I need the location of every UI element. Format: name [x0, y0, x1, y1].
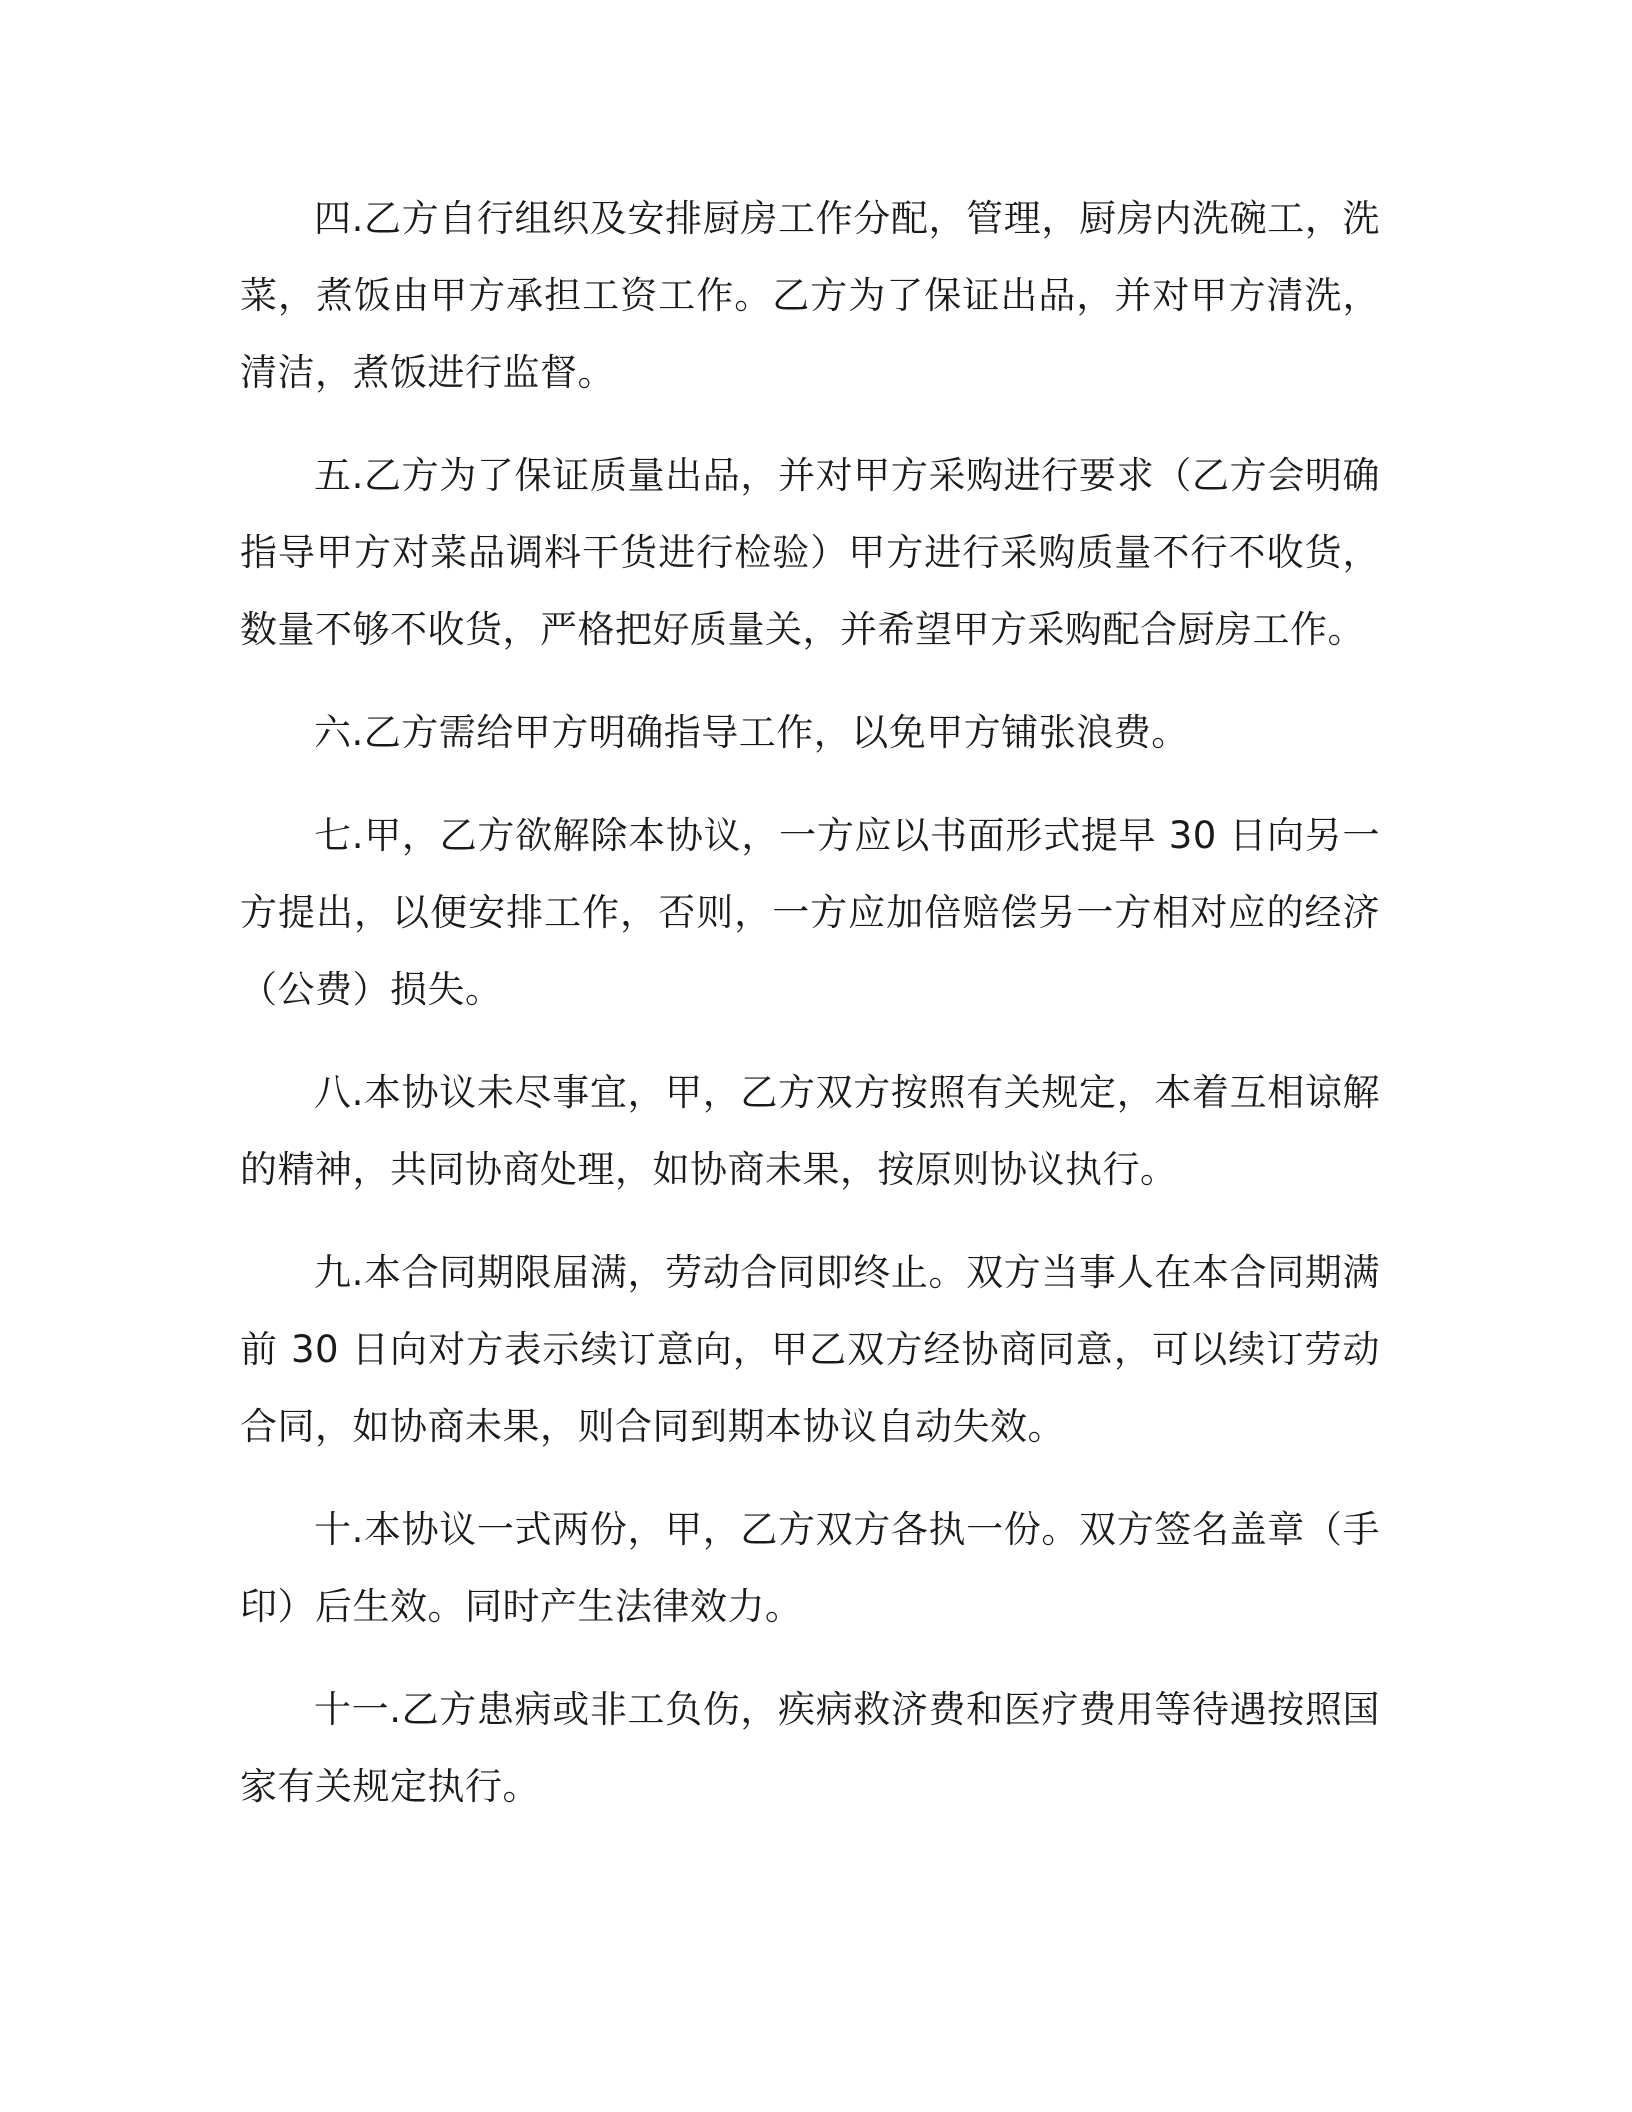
- document-body: [240, 180, 1380, 1851]
- clause-11: 十一.乙方患病或非工负伤，疾病救济费和医疗费用等待遇按照国家有关规定执行。: [240, 1688, 1380, 1808]
- clause-6: 六.乙方需给甲方明确指导工作，以免甲方铺张浪费。: [314, 711, 1189, 754]
- clause-5: 五.乙方为了保证质量出品，并对甲方采购进行要求（乙方会明确指导甲方对菜品调料干货进行检验）甲方进行采购质量不行不收货，数量不够不收货，严格把好质量关，并希望甲方采购配合厨房工作。: [240, 454, 1380, 651]
- clause-10: 十.本协议一式两份，甲，乙方双方各执一份。双方签名盖章（手印）后生效。同时产生法律效力。: [240, 1508, 1380, 1628]
- clause-9: 九.本合同期限届满，劳动合同即终止。双方当事人在本合同期满前 30 日向对方表示续订意向，甲乙双方经协商同意，可以续订劳动合同，如协商未果，则合同到期本协议自动失效。: [240, 1251, 1380, 1448]
- clause-4: 四.乙方自行组织及安排厨房工作分配，管理，厨房内洗碗工，洗菜，煮饭由甲方承担工资工作。乙方为了保证出品，并对甲方清洗，清洁，煮饭进行监督。: [240, 197, 1380, 394]
- clause-8: 八.本协议未尽事宜，甲，乙方双方按照有关规定，本着互相谅解的精神，共同协商处理，如协商未果，按原则协议执行。: [240, 1071, 1380, 1191]
- clause-7: 七.甲，乙方欲解除本协议，一方应以书面形式提早 30 日向另一方提出，以便安排工作，否则，一方应加倍赔偿另一方相对应的经济（公费）损失。: [240, 814, 1380, 1011]
